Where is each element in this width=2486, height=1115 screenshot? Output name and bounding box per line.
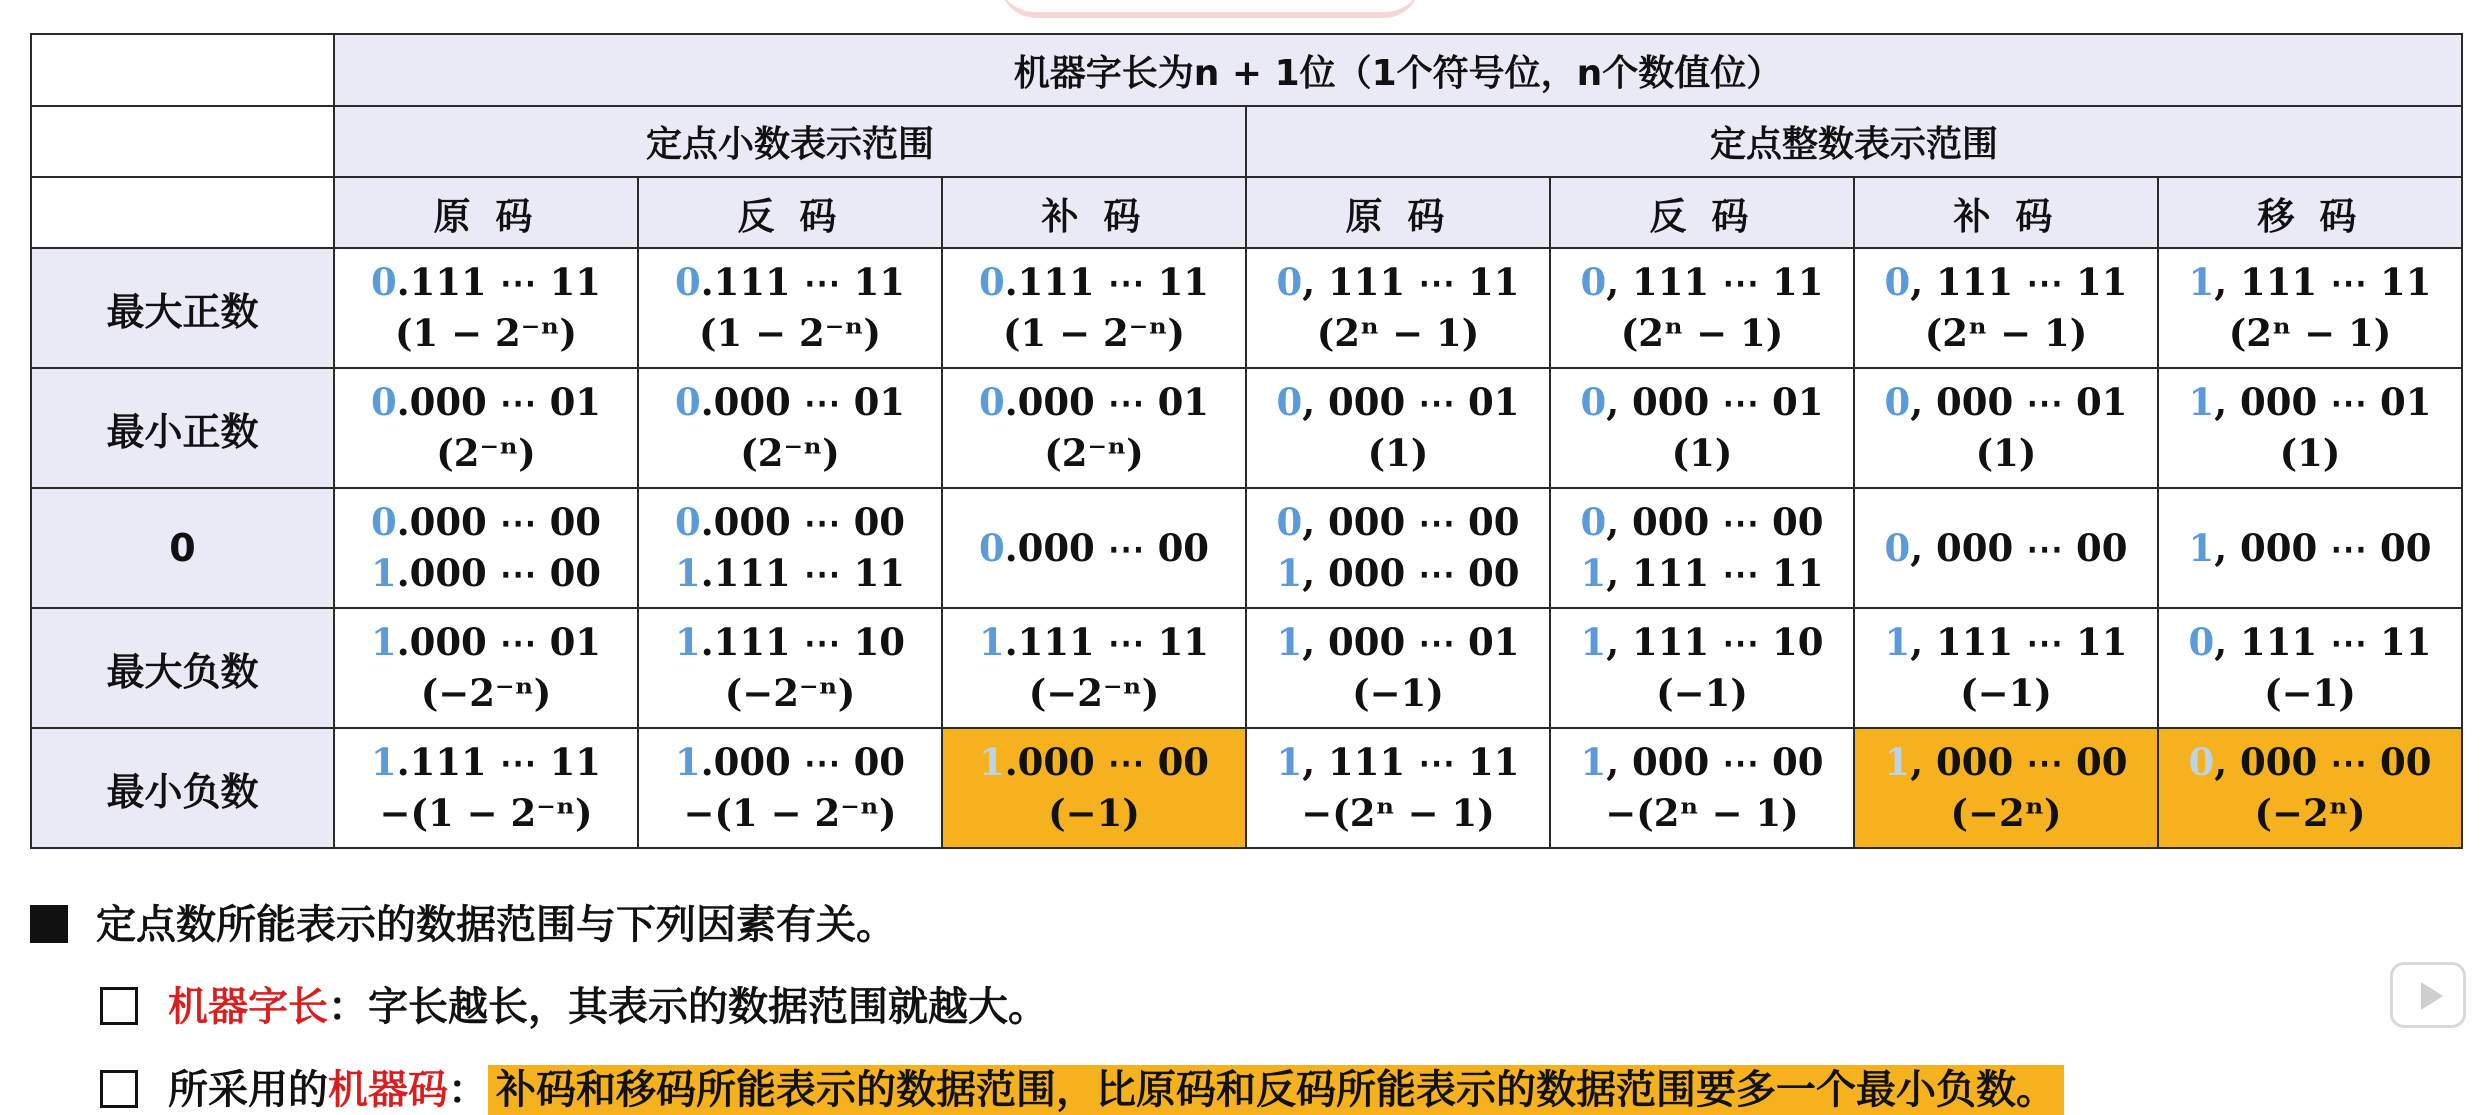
sign-bit: 1: [1276, 551, 1303, 595]
note-heading: [30, 893, 896, 950]
code-line: [943, 377, 1245, 428]
sign-bit: 0: [1884, 525, 1911, 570]
code-digits: , 000 ⋯ 01: [1302, 620, 1520, 664]
note-heading-text: 定点数所能表示的数据范围与下列因素有关。: [96, 902, 896, 948]
value-expression: (2⁻ⁿ): [436, 431, 536, 475]
code-digits: .111 ⋯ 11: [396, 740, 602, 784]
code-line: [943, 617, 1245, 668]
sign-bit: 1: [1884, 620, 1911, 664]
code-line: [335, 617, 637, 668]
note-item-text: ：字长越长，其表示的数据范围就越大。: [328, 984, 1048, 1030]
value-expression: (−2ⁿ): [2254, 791, 2366, 835]
table-cell: [1246, 608, 1550, 728]
code-digits: .000 ⋯ 00: [1004, 740, 1210, 784]
code-line: [1247, 257, 1549, 308]
table-row: [31, 368, 2462, 488]
value-expression: (1): [2279, 431, 2341, 475]
sign-bit: 1: [978, 620, 1005, 664]
col-header: 补 码: [1854, 177, 2158, 248]
row-label: 最大负数: [31, 608, 334, 728]
code-line: [639, 617, 941, 668]
table-row: [31, 608, 2462, 728]
code-digits: .111 ⋯ 11: [1004, 620, 1210, 664]
code-line: [335, 377, 637, 428]
group-header-integer: 定点整数表示范围: [1246, 106, 2462, 177]
value-expression: −(2ⁿ − 1): [1301, 791, 1495, 835]
corner-cell: [31, 177, 334, 248]
corner-cell: [31, 34, 334, 106]
code-digits: .000 ⋯ 01: [396, 380, 602, 424]
value-expression: (2ⁿ − 1): [1620, 311, 1784, 355]
table-cell: [638, 368, 942, 488]
value-expression: (2ⁿ − 1): [1924, 311, 2088, 355]
top-header: 机器字长为n + 1位（1个符号位，n个数值位）: [334, 34, 2462, 106]
code-line: [943, 737, 1245, 788]
code-line: [943, 257, 1245, 308]
table-cell: [2158, 248, 2462, 368]
value-expression: (1 − 2⁻ⁿ): [698, 311, 881, 355]
code-line: [1855, 617, 2157, 668]
value-expression: (1): [1367, 431, 1429, 475]
row-label: 最小正数: [31, 368, 334, 488]
value-expression: (2⁻ⁿ): [1044, 431, 1144, 475]
sign-bit: 1: [1276, 740, 1303, 784]
row-label: 0: [31, 488, 334, 608]
table-cell: [942, 608, 1246, 728]
code-line: [335, 497, 637, 548]
code-digits: , 000 ⋯ 01: [1910, 380, 2128, 424]
sign-bit: 1: [1580, 740, 1607, 784]
value-expression: −(1 − 2⁻ⁿ): [379, 791, 593, 835]
highlighted-cell: [1854, 728, 2158, 848]
code-line: [943, 523, 1245, 574]
code-digits: , 000 ⋯ 01: [1302, 380, 1520, 424]
code-digits: , 000 ⋯ 01: [1606, 380, 1824, 424]
sign-bit: 0: [978, 380, 1005, 424]
sign-bit: 0: [2188, 740, 2215, 784]
code-line: [1551, 548, 1853, 599]
highlighted-cell: [942, 728, 1246, 848]
sign-bit: 1: [2188, 260, 2215, 304]
sign-bit: 0: [978, 260, 1005, 304]
sign-bit: 1: [370, 740, 397, 784]
keyword-machine-code: 机器码: [328, 1067, 448, 1113]
sign-bit: 0: [1580, 500, 1607, 544]
code-digits: .000 ⋯ 00: [700, 740, 906, 784]
value-expression: (1): [1671, 431, 1733, 475]
table-cell: [1246, 248, 1550, 368]
table-cell: [1550, 488, 1854, 608]
code-digits: , 111 ⋯ 11: [1910, 620, 2128, 664]
table-cell: [1246, 368, 1550, 488]
code-digits: .111 ⋯ 11: [396, 260, 602, 304]
value-expression: (1 − 2⁻ⁿ): [394, 311, 577, 355]
value-expression: (−1): [2264, 671, 2356, 715]
col-header: 反 码: [1550, 177, 1854, 248]
table-cell: [334, 728, 638, 848]
code-line: [1551, 497, 1853, 548]
sign-bit: 0: [1884, 380, 1911, 424]
code-line: [1247, 617, 1549, 668]
highlighted-cell: [2158, 728, 2462, 848]
code-digits: , 111 ⋯ 11: [1606, 551, 1824, 595]
value-expression: (−2⁻ⁿ): [1028, 671, 1160, 715]
sign-bit: 1: [674, 740, 701, 784]
code-line: [1247, 497, 1549, 548]
value-expression: (1 − 2⁻ⁿ): [1002, 311, 1185, 355]
sign-bit: 0: [1884, 260, 1911, 304]
code-line: [1855, 377, 2157, 428]
code-digits: .000 ⋯ 00: [396, 551, 602, 595]
row-label: 最小负数: [31, 728, 334, 848]
sign-bit: 0: [1276, 500, 1303, 544]
value-expression: (−2ⁿ): [1950, 791, 2062, 835]
table-cell: [1550, 608, 1854, 728]
code-line: [2159, 617, 2461, 668]
sign-bit: 0: [370, 380, 397, 424]
value-expression: (−1): [1048, 791, 1140, 835]
code-line: [639, 497, 941, 548]
table-row: [31, 248, 2462, 368]
code-digits: .111 ⋯ 11: [700, 551, 906, 595]
checkbox-icon: [100, 987, 138, 1025]
code-digits: , 111 ⋯ 11: [1302, 260, 1520, 304]
col-header: 补 码: [942, 177, 1246, 248]
table-cell: [638, 728, 942, 848]
table-cell: [638, 488, 942, 608]
value-expression: (2ⁿ − 1): [1316, 311, 1480, 355]
code-line: [2159, 257, 2461, 308]
corner-cell: [31, 106, 334, 177]
sign-bit: 0: [674, 500, 701, 544]
code-line: [1247, 737, 1549, 788]
table-cell: [638, 608, 942, 728]
sign-bit: 1: [674, 551, 701, 595]
sign-bit: 0: [370, 500, 397, 544]
table-row: [31, 728, 2462, 848]
value-expression: (−1): [1960, 671, 2052, 715]
code-line: [335, 257, 637, 308]
highlighted-conclusion: 补码和移码所能表示的数据范围，比原码和反码所能表示的数据范围要多一个最小负数。: [488, 1065, 2064, 1115]
code-line: [1551, 617, 1853, 668]
code-digits: , 000 ⋯ 00: [1302, 500, 1520, 544]
code-line: [1551, 737, 1853, 788]
col-header: 原 码: [334, 177, 638, 248]
code-line: [2159, 523, 2461, 574]
code-digits: , 000 ⋯ 00: [2214, 740, 2432, 784]
sign-bit: 1: [978, 740, 1005, 784]
code-digits: .000 ⋯ 00: [1004, 525, 1210, 570]
group-header-fraction: 定点小数表示范围: [334, 106, 1246, 177]
col-header: 反 码: [638, 177, 942, 248]
value-expression: (2ⁿ − 1): [2228, 311, 2392, 355]
value-expression: (−2⁻ⁿ): [420, 671, 552, 715]
table-cell: [2158, 368, 2462, 488]
sign-bit: 1: [370, 620, 397, 664]
value-expression: (−1): [1352, 671, 1444, 715]
note-item-word-length: [100, 975, 1048, 1032]
sign-bit: 0: [1276, 380, 1303, 424]
code-digits: , 111 ⋯ 11: [1606, 260, 1824, 304]
sign-bit: 0: [1580, 260, 1607, 304]
code-digits: , 000 ⋯ 01: [2214, 380, 2432, 424]
sign-bit: 0: [674, 260, 701, 304]
note-item-colon: ：: [448, 1067, 488, 1113]
note-item-prefix: 所采用的: [168, 1067, 328, 1113]
sign-bit: 1: [1580, 620, 1607, 664]
table-cell: [1550, 248, 1854, 368]
sign-bit: 0: [370, 260, 397, 304]
table-cell: [334, 368, 638, 488]
table-cell: [334, 248, 638, 368]
table-cell: [1854, 608, 2158, 728]
code-line: [1855, 737, 2157, 788]
sign-bit: 0: [1580, 380, 1607, 424]
table-cell: [334, 608, 638, 728]
range-table: [30, 33, 2463, 849]
code-line: [2159, 377, 2461, 428]
code-digits: .000 ⋯ 01: [1004, 380, 1210, 424]
value-expression: −(2ⁿ − 1): [1605, 791, 1799, 835]
code-digits: , 000 ⋯ 00: [1910, 740, 2128, 784]
play-icon[interactable]: [2390, 962, 2466, 1028]
code-digits: , 000 ⋯ 00: [1606, 740, 1824, 784]
table-cell: [942, 488, 1246, 608]
code-line: [1247, 548, 1549, 599]
table-cell: [942, 368, 1246, 488]
code-digits: , 000 ⋯ 00: [1302, 551, 1520, 595]
code-digits: , 000 ⋯ 00: [1910, 525, 2128, 570]
checkbox-icon: [100, 1070, 138, 1108]
sign-bit: 0: [2188, 620, 2215, 664]
sign-bit: 1: [1276, 620, 1303, 664]
table-cell: [1550, 728, 1854, 848]
code-digits: .000 ⋯ 00: [396, 500, 602, 544]
code-digits: .111 ⋯ 11: [700, 260, 906, 304]
code-digits: .000 ⋯ 00: [700, 500, 906, 544]
sign-bit: 1: [674, 620, 701, 664]
value-expression: (2⁻ⁿ): [740, 431, 840, 475]
code-digits: , 111 ⋯ 11: [1910, 260, 2128, 304]
table-cell: [1854, 368, 2158, 488]
code-line: [1247, 377, 1549, 428]
sign-bit: 1: [2188, 380, 2215, 424]
table-cell: [334, 488, 638, 608]
sign-bit: 1: [1580, 551, 1607, 595]
keyword-word-length: 机器字长: [168, 984, 328, 1030]
table-cell: [1854, 488, 2158, 608]
code-line: [335, 737, 637, 788]
filled-square-icon: [30, 905, 68, 943]
code-digits: , 000 ⋯ 00: [2214, 525, 2432, 570]
code-line: [335, 548, 637, 599]
code-digits: , 000 ⋯ 00: [1606, 500, 1824, 544]
code-digits: , 111 ⋯ 11: [1302, 740, 1520, 784]
title-fragment: [1000, 0, 1420, 18]
sign-bit: 1: [2188, 525, 2215, 570]
code-line: [1551, 377, 1853, 428]
table-cell: [1246, 728, 1550, 848]
sign-bit: 1: [1884, 740, 1911, 784]
code-line: [2159, 737, 2461, 788]
value-expression: −(1 − 2⁻ⁿ): [683, 791, 897, 835]
row-label: 最大正数: [31, 248, 334, 368]
code-digits: .000 ⋯ 01: [700, 380, 906, 424]
code-line: [639, 257, 941, 308]
note-item-machine-code: [100, 1058, 2064, 1115]
col-header: 移 码: [2158, 177, 2462, 248]
sign-bit: 0: [674, 380, 701, 424]
code-digits: .111 ⋯ 10: [700, 620, 906, 664]
code-digits: .111 ⋯ 11: [1004, 260, 1210, 304]
code-line: [1551, 257, 1853, 308]
code-line: [1855, 523, 2157, 574]
table-cell: [1246, 488, 1550, 608]
code-line: [639, 737, 941, 788]
code-line: [639, 377, 941, 428]
code-digits: , 111 ⋯ 11: [2214, 260, 2432, 304]
sign-bit: 1: [370, 551, 397, 595]
code-digits: , 111 ⋯ 11: [2214, 620, 2432, 664]
code-line: [639, 548, 941, 599]
table-cell: [2158, 488, 2462, 608]
value-expression: (−1): [1656, 671, 1748, 715]
code-digits: .000 ⋯ 01: [396, 620, 602, 664]
code-line: [1855, 257, 2157, 308]
value-expression: (−2⁻ⁿ): [724, 671, 856, 715]
code-digits: , 111 ⋯ 10: [1606, 620, 1824, 664]
table-cell: [942, 248, 1246, 368]
table-cell: [1550, 368, 1854, 488]
value-expression: (1): [1975, 431, 2037, 475]
sign-bit: 0: [1276, 260, 1303, 304]
table-cell: [638, 248, 942, 368]
col-header: 原 码: [1246, 177, 1550, 248]
table-cell: [2158, 608, 2462, 728]
sign-bit: 0: [978, 525, 1005, 570]
table-cell: [1854, 248, 2158, 368]
table-row: [31, 488, 2462, 608]
